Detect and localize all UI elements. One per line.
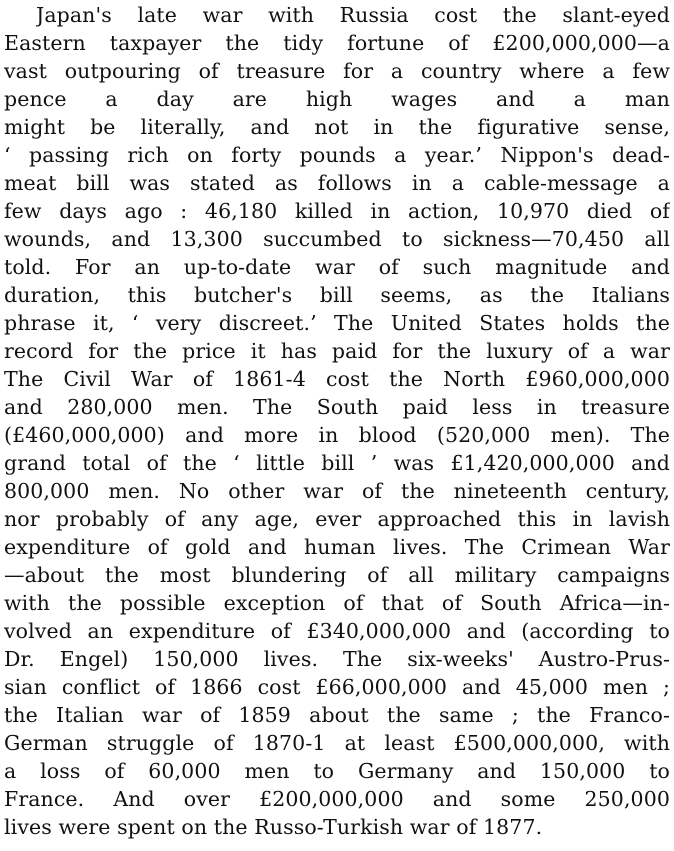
- text-line: a loss of 60,000 men to Germany and 150,000 to: [4, 759, 670, 783]
- text-line: The Civil War of 1861-4 cost the North £960,000,000: [4, 367, 670, 391]
- text-line: grand total of the ‘ little bill ’ was £1,420,000,000 and: [4, 451, 670, 475]
- text-line: ‘ passing rich on forty pounds a year.’ Nippon's dead-: [4, 143, 670, 167]
- text-line: record for the price it has paid for the luxury of a war: [4, 339, 670, 363]
- text-line: meat bill was stated as follows in a cable-message a: [4, 171, 670, 195]
- text-line: volved an expenditure of £340,000,000 and (according to: [4, 619, 670, 643]
- text-line: expenditure of gold and human lives. The Crimean War: [4, 535, 670, 559]
- text-line: duration, this butcher's bill seems, as the Italians: [4, 283, 670, 307]
- text-line: sian conflict of 1866 cost £66,000,000 and 45,000 men ;: [4, 675, 670, 699]
- text-line: Dr. Engel) 150,000 lives. The six-weeks' Austro-Prus-: [4, 647, 670, 671]
- text-line: nor probably of any age, ever approached this in lavish: [4, 507, 670, 531]
- text-line: lives were spent on the Russo-Turkish war of 1877.: [4, 815, 543, 839]
- text-line: vast outpouring of treasure for a country where a few: [4, 59, 670, 83]
- text-line: (£460,000,000) and more in blood (520,000 men). The: [4, 423, 670, 447]
- text-line: Eastern taxpayer the tidy fortune of £200,000,000—a: [4, 31, 670, 55]
- text-line: the Italian war of 1859 about the same ; the Franco-: [4, 703, 670, 727]
- text-line: wounds, and 13,300 succumbed to sickness—70,450 all: [4, 227, 670, 251]
- text-line: might be literally, and not in the figurative sense,: [4, 115, 670, 139]
- text-line: 800,000 men. No other war of the nineteenth century,: [4, 479, 670, 503]
- text-line: and 280,000 men. The South paid less in treasure: [4, 395, 670, 419]
- text-line: German struggle of 1870-1 at least £500,000,000, with: [4, 731, 670, 755]
- text-line: —about the most blundering of all military campaigns: [4, 563, 670, 587]
- text-line: told. For an up-to-date war of such magnitude and: [4, 255, 670, 279]
- text-line: phrase it, ‘ very discreet.’ The United States holds the: [4, 311, 670, 335]
- text-line: France. And over £200,000,000 and some 250,000: [4, 787, 670, 811]
- text-line: with the possible exception of that of South Africa—in-: [4, 591, 670, 615]
- text-line: Japan's late war with Russia cost the slant-eyed: [36, 3, 670, 27]
- text-line: pence a day are high wages and a man: [4, 87, 670, 111]
- text-line: few days ago : 46,180 killed in action, 10,970 died of: [4, 199, 670, 223]
